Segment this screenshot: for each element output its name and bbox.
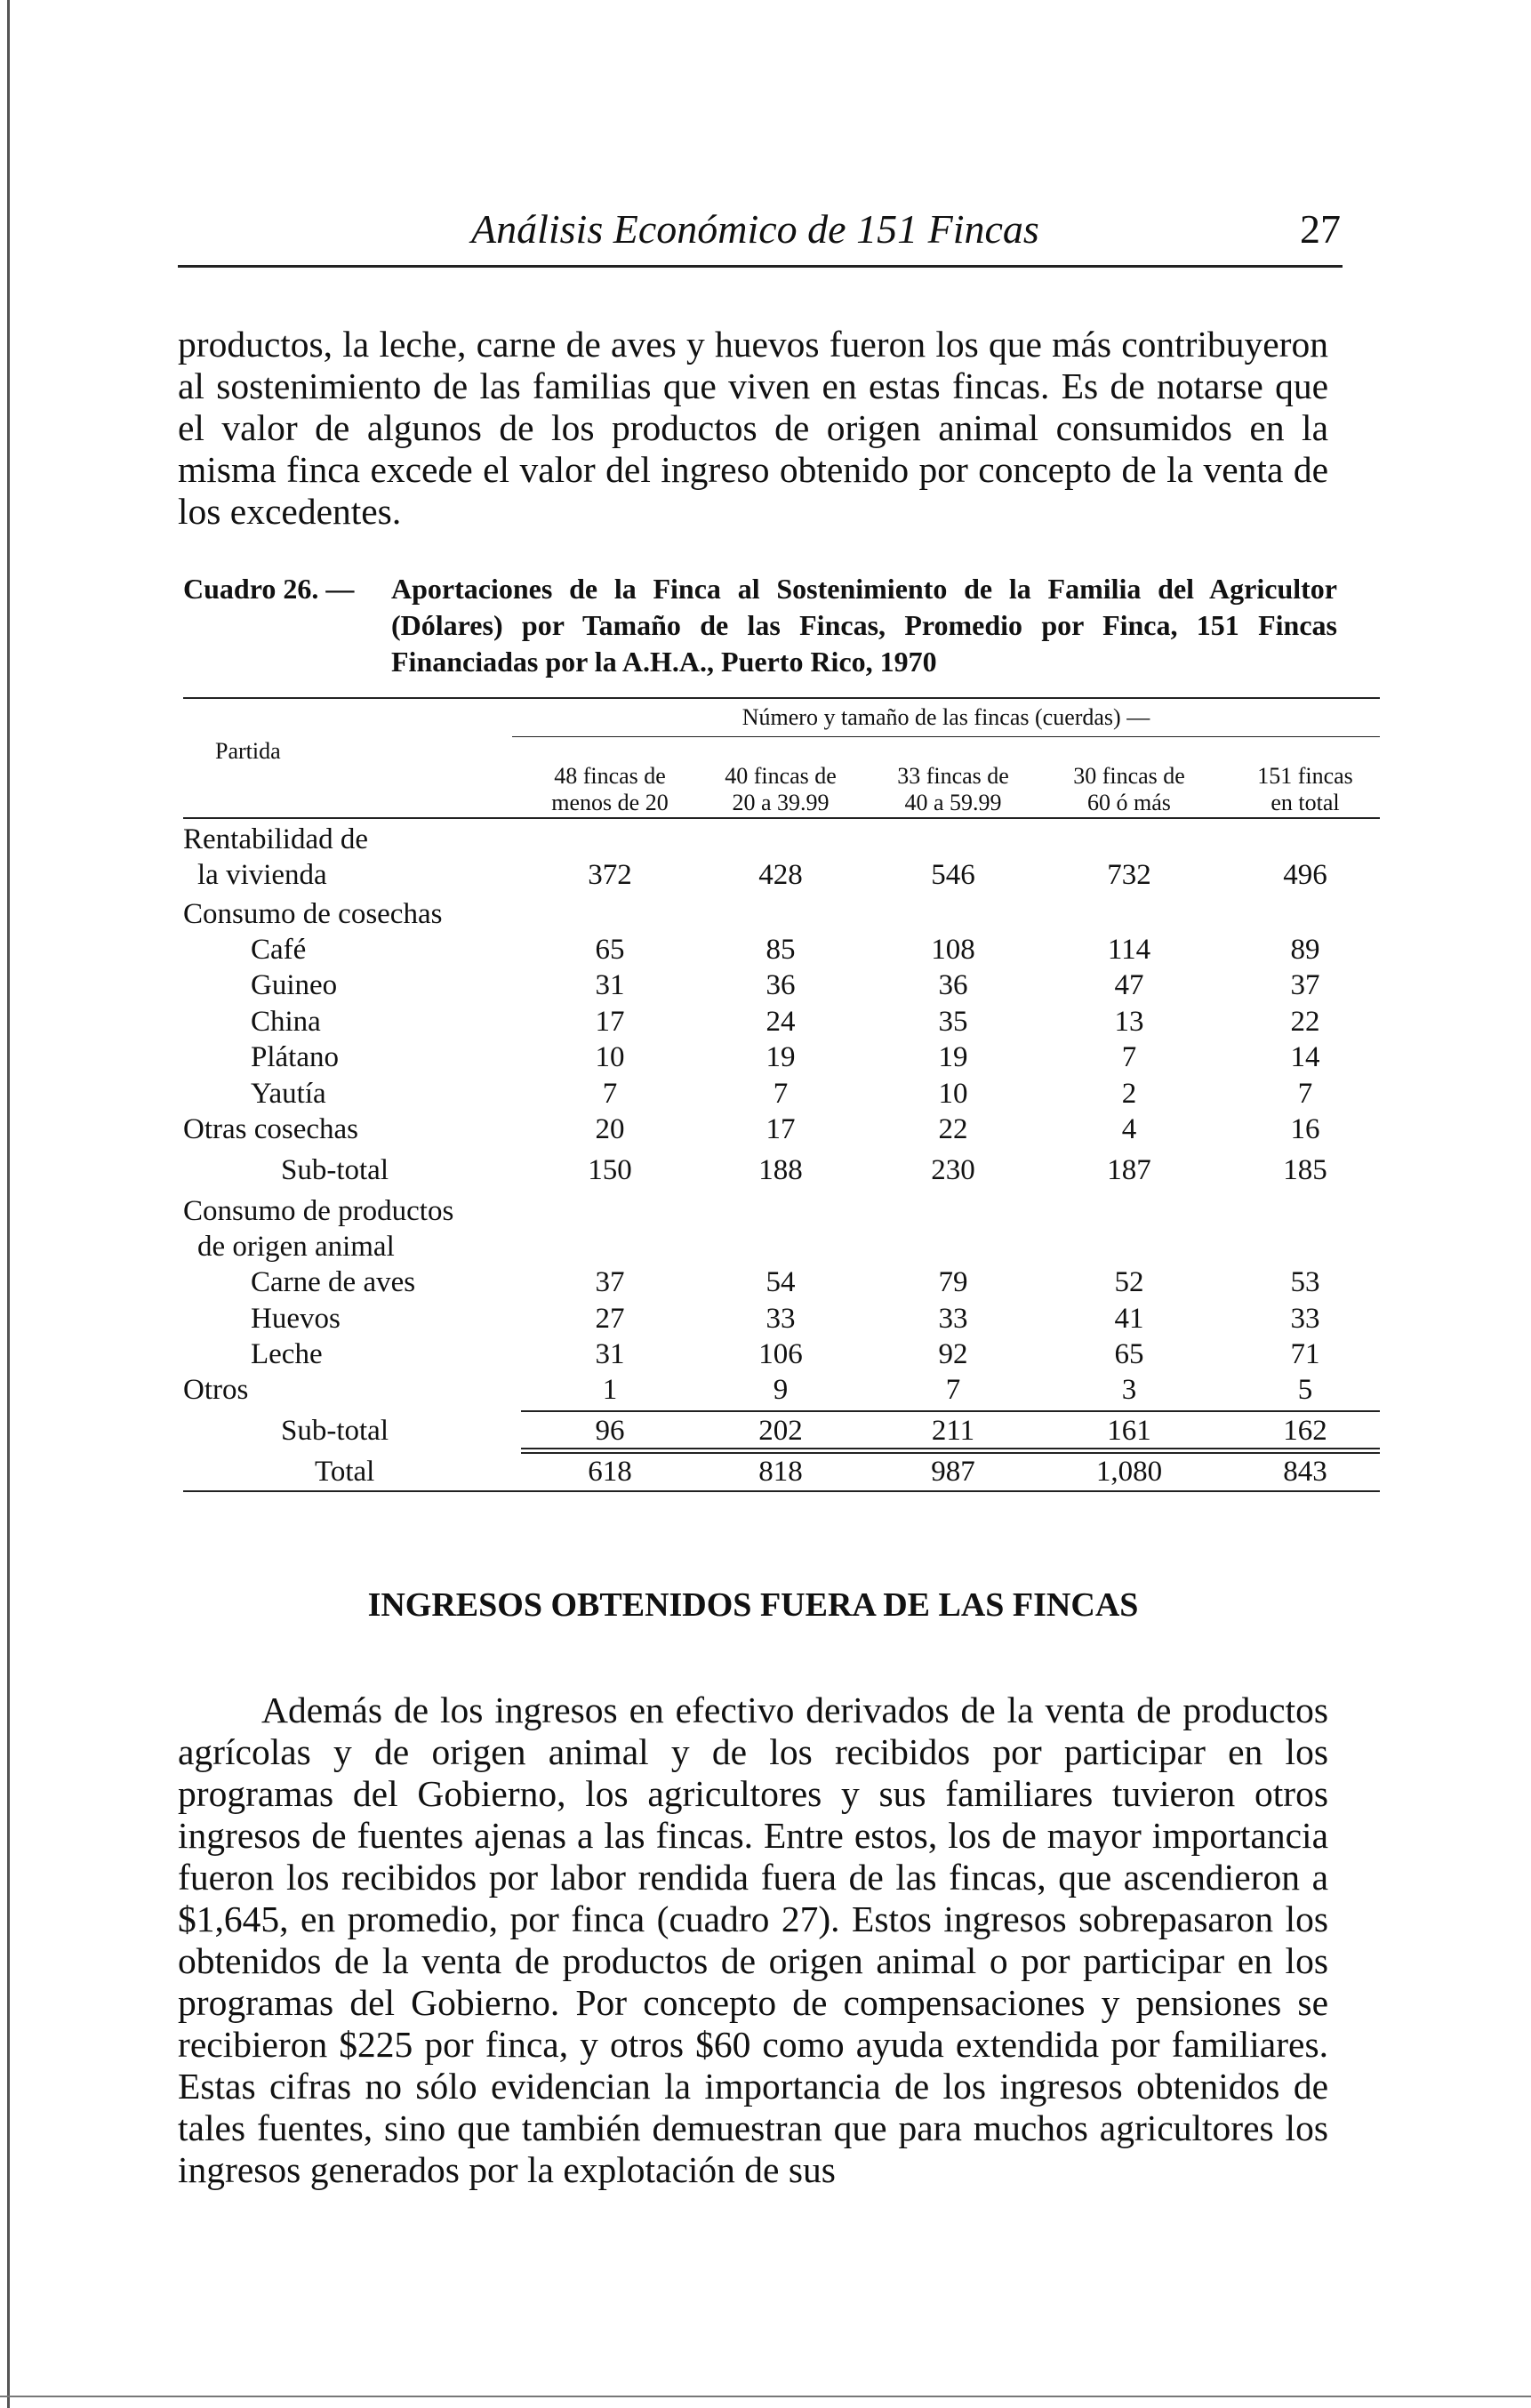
table-cell: 14 [1290,1041,1320,1073]
row-label: China [251,1006,321,1038]
table-cell: 37 [1290,969,1320,1001]
table-cell: 1 [602,1374,618,1406]
intro-paragraph: productos, la leche, carne de aves y huevos fueron los que más contribuyeron al sostenimiento de las familias que viven en estas fincas. Es de notarse que el valor de algunos de los productos de origen animal consumidos en la misma finca excede el valor del ingreso obtenido por concepto de la venta de los excedentes. [178,324,1328,532]
table-cell: 36 [938,969,968,1001]
table-cell: 732 [1107,859,1151,891]
table-cell: 33 [766,1303,796,1335]
header-rule [178,265,1343,268]
table-cell: 33 [1290,1303,1320,1335]
row-label: Leche [251,1338,323,1370]
column-header-4-line2: 60 ó más [1087,790,1171,815]
table-cell: 37 [595,1266,625,1298]
table-cell: 19 [938,1041,968,1073]
sum-rule [521,1448,1380,1449]
row-label: Café [251,934,307,966]
sum-rule [521,1452,1380,1454]
group-header: Número y tamaño de las fincas (cuerdas) — [741,704,1150,730]
table-cell: 13 [1114,1006,1144,1038]
table-cell: 20 [595,1113,625,1145]
table-cell: 96 [595,1415,625,1447]
table-cell: 31 [595,969,625,1001]
table-cell: 33 [938,1303,968,1335]
section-heading: INGRESOS OBTENIDOS FUERA DE LAS FINCAS [367,1586,1139,1624]
column-header-2-line1: 40 fincas de [725,763,837,789]
partida-header: Partida [215,738,281,764]
table-cell: 2 [1121,1078,1137,1110]
column-header-3-line2: 40 a 59.99 [904,790,1002,815]
table-cell: 202 [758,1415,803,1447]
row-label: Consumo de cosechas [183,898,443,930]
row-label: la vivienda [197,859,327,891]
table-cell: 230 [931,1154,975,1186]
table-cell: 211 [931,1415,975,1447]
table-cell: 65 [595,934,625,966]
table-cell: 150 [588,1154,632,1186]
table-cell: 65 [1114,1338,1144,1370]
column-header-4-line1: 30 fincas de [1073,763,1185,789]
page-number: 27 [1300,206,1341,252]
column-header-5-line2: en total [1270,790,1340,815]
row-label: Total [315,1456,375,1488]
table-cell: 17 [595,1006,625,1038]
table-cell: 3 [1121,1374,1137,1406]
table-cell: 185 [1283,1154,1327,1186]
table-cell: 987 [931,1456,975,1488]
table-cell: 546 [931,859,975,891]
table-cell: 4 [1121,1113,1137,1145]
column-header-1-line2: menos de 20 [551,790,669,815]
table-cell: 9 [773,1374,789,1406]
row-label: Sub-total [281,1154,389,1186]
table-cell: 161 [1107,1415,1151,1447]
table-cell: 35 [938,1006,968,1038]
scan-edge-bottom [0,2396,1531,2397]
table-cell: 22 [1290,1006,1320,1038]
row-label: de origen animal [197,1231,395,1263]
table-cell: 188 [758,1154,803,1186]
row-label: Guineo [251,969,338,1001]
running-header [178,203,1351,260]
table-cell: 36 [766,969,796,1001]
row-label: Plátano [251,1041,339,1073]
table-cell: 92 [938,1338,968,1370]
table-cell: 428 [758,859,803,891]
row-label: Huevos [251,1303,341,1335]
table-cell: 1,080 [1095,1456,1163,1488]
table-cell: 5 [1297,1374,1313,1406]
table-cell: 7 [773,1078,789,1110]
table-caption-text: Aportaciones de la Finca al Sostenimiento de la Familia del Agricultor (Dólares) por Tamaño de las Fincas, Promedio por Finca, 151 Fincas Financiadas por la A.H.A., Puerto Rico, 1970 [391,573,1337,678]
group-header-rule [512,736,1380,737]
table-cell: 79 [938,1266,968,1298]
table-cell: 372 [588,859,632,891]
table-cell: 85 [766,934,796,966]
table-cell: 114 [1107,934,1151,966]
table-cell: 10 [938,1078,968,1110]
table-cell: 52 [1114,1266,1144,1298]
table-cell: 10 [595,1041,625,1073]
table-cell: 7 [1121,1041,1137,1073]
table-cell: 618 [588,1456,632,1488]
table-cell: 187 [1107,1154,1151,1186]
table-cell: 162 [1283,1415,1327,1447]
column-header-2-line2: 20 a 39.99 [732,790,830,815]
row-label: Yautía [251,1078,326,1110]
header-bottom-rule [183,817,1380,819]
column-header-5-line1: 151 fincas [1257,763,1353,789]
row-label: Otras cosechas [183,1113,359,1145]
body-paragraph: Además de los ingresos en efectivo derivados de la venta de productos agrícolas y de origen animal y de los recibidos por participar en los programas del Gobierno, los agricultores y sus familiares tuvieron otros ingresos de fuentes ajenas a las fincas. Entre estos, los de mayor importancia fueron los recibidos por labor rendida fuera de las fincas, que ascendieron a $1,645, en promedio, por finca (cuadro 27). Estos ingresos sobrepasaron los obtenidos de la venta de productos de origen animal o por participar en los programas del Gobierno. Por concepto de compensaciones y pensiones se recibieron $225 por finca, y otros $60 como ayuda extendida por familiares. Estas cifras no sólo evidencian la importancia de los ingresos obtenidos de tales fuentes, sino que también demuestran que para muchos agricultores los ingresos generados por la explotación de sus [178,1690,1328,2190]
sum-rule [521,1410,1380,1412]
table-cell: 89 [1290,934,1320,966]
table-cell: 53 [1290,1266,1320,1298]
table-cell: 41 [1114,1303,1144,1335]
table-cell: 818 [758,1456,803,1488]
table-cell: 106 [758,1338,803,1370]
table-label: Cuadro 26. — [183,573,355,605]
row-label: Carne de aves [251,1266,416,1298]
table-cell: 496 [1283,859,1327,891]
table-cell: 16 [1290,1113,1320,1145]
table-cell: 27 [595,1303,625,1335]
table-cell: 54 [766,1266,796,1298]
row-label: Otros [183,1374,249,1406]
column-header-1-line1: 48 fincas de [554,763,666,789]
sum-rule [183,1490,1380,1492]
table-cell: 47 [1114,969,1144,1001]
table-cell: 17 [766,1113,796,1145]
table-cell: 7 [945,1374,961,1406]
row-label: Sub-total [281,1415,389,1447]
table-cell: 31 [595,1338,625,1370]
table-cell: 71 [1290,1338,1320,1370]
table-top-rule [183,697,1380,699]
table-cell: 22 [938,1113,968,1145]
running-title: Análisis Económico de 151 Fincas [471,206,1039,252]
table-cell: 19 [766,1041,796,1073]
table-cell: 7 [602,1078,618,1110]
table-cell: 24 [766,1006,796,1038]
table-cell: 843 [1283,1456,1327,1488]
table-cell: 108 [931,934,975,966]
scan-edge-left [7,0,10,2408]
table-cell: 7 [1297,1078,1313,1110]
data-table [183,697,1383,1542]
row-label: Rentabilidad de [183,823,369,855]
column-header-3-line1: 33 fincas de [897,763,1009,789]
row-label: Consumo de productos [183,1195,454,1227]
